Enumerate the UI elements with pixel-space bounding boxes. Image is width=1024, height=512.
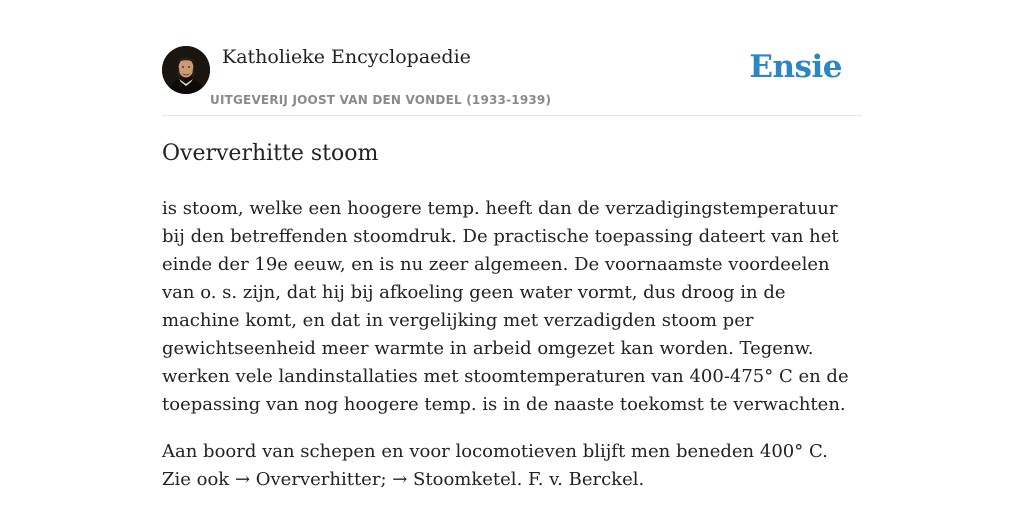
article [162,138,862,512]
link-oververhitter[interactable]: → Oververhitter [234,469,381,490]
paragraph-2-text: Aan boord van schepen en voor locomotieven blijft men beneden 400° C. Zie ook [162,441,828,490]
article-paragraph-1: is stoom, welke een hoogere temp. heeft dan de verzadigingstemperatuur bij den betreffenden stoomdruk. De practische toepassing dateert van het einde der 19e eeuw, en is nu zeer algemeen. De voornaamste voordeelen van o. s. zijn, dat hij bij afkoeling geen water vormt, dus droog in de machine komt, en dat in vergelijking met verzadigden stoom per gewichtseenheid meer warmte in arbeid omgezet kan worden. Tegenw. werken vele landinstallaties met stoomtemperaturen van 400-475° C en de toepassing van nog hoogere temp. is in de naaste toekomst te verwachten. [162,198,849,415]
link-stoomketel[interactable]: → Stoomketel [392,469,517,490]
brand-logo[interactable]: Ensie [749,49,842,85]
portrait-avatar-icon[interactable] [162,46,210,94]
header [162,0,862,116]
article-paragraph-2 [162,438,862,494]
article-title: Oververhitte stoom [162,141,379,166]
link-separator: ; [380,469,393,490]
publisher-label: UITGEVERIJ JOOST VAN DEN VONDEL (1933-1939) [210,93,552,107]
source-title[interactable]: Katholieke Encyclopaedie [222,46,471,68]
author-credit: . F. v. Berckel. [516,469,645,490]
